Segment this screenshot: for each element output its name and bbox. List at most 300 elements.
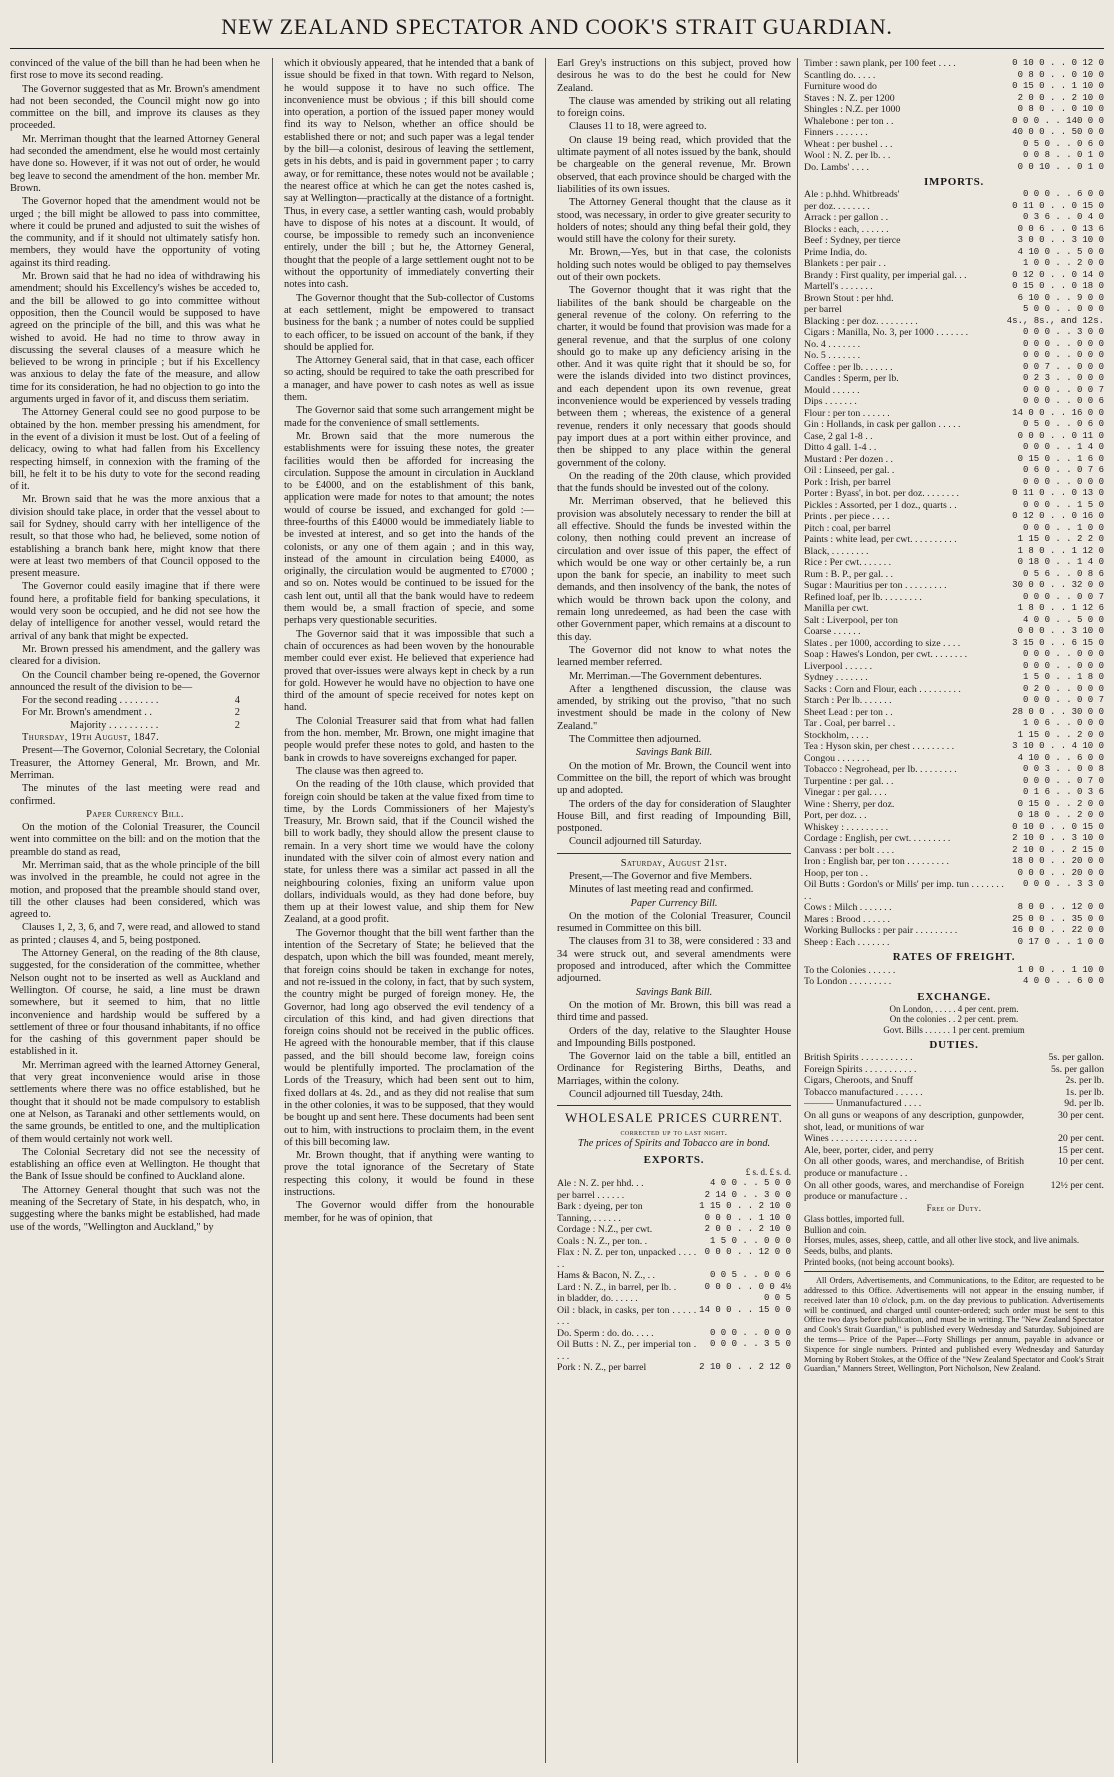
price-row <box>804 626 1104 638</box>
subheading: Savings Bank Bill. <box>635 986 713 998</box>
exchange-rate: On the colonies . . 2 per cent. prem. <box>889 1014 1019 1025</box>
price-row <box>804 879 1104 902</box>
price-row <box>557 1339 791 1362</box>
paragraph: On the motion of the Colonial Treasurer, the Council went into committee on the bill: and on the motion that the preamble do stand as read, <box>10 822 260 858</box>
timber-table <box>804 58 1104 173</box>
price-value: 30 0 0 . . 32 0 0 <box>1012 580 1104 591</box>
commodity-label: Starch : Per lb. . . . . . . <box>804 695 892 707</box>
price-row <box>804 350 1104 362</box>
paragraph: The Attorney General thought that such was not the meaning of the Secretary of State, in his despatch, who, in suggesting where the banks might be established, had made use of the words, "Wellington and Auckland," by <box>10 1184 260 1233</box>
paragraph: The Attorney General thought that the clause as it stood, was necessary, in order to give greater security to holders of notes; should any thing befal their gold, they would still have the colony for their surety. <box>557 197 791 246</box>
commodity-label: Brown Stout : per hhd. <box>804 292 894 304</box>
price-row <box>804 787 1104 799</box>
paragraph: The Governor hoped that the amendment would not be urged ; the bill might be allowed to pass into committee, where it could be pruned and adjusted to suit the wishes of the community, and if it should not ultimately satisfy hon. members, they would have the opportunity of voting against its third reading. <box>10 196 260 269</box>
duty <box>804 1075 1104 1087</box>
price-row <box>804 856 1104 868</box>
price-value: 0 0 0 . . 0 0 7 <box>1022 591 1104 602</box>
price-row <box>804 500 1104 512</box>
price-value: 0 12 0 . . 0 16 0 <box>1012 511 1104 522</box>
price-row <box>557 1201 791 1213</box>
free-item: Printed books, (not being account books). <box>804 1256 955 1267</box>
commodity-label: Sheep : Each . . . . . . . <box>804 936 890 948</box>
price-value: 0 0 3 . . 0 0 8 <box>1022 764 1104 775</box>
ad-valorem-duty-rate: 15 per cent. <box>1058 1144 1104 1156</box>
paragraph: Present—The Governor, Colonial Secretary, the Colonial Treasurer, the Attorney General, Mr. Brown, and Mr. Merriman. <box>10 745 260 781</box>
price-value: 0 0 0 . . 0 0 0 <box>1022 660 1104 671</box>
price-value: 0 0 0 . . 0 7 0 <box>1022 775 1104 786</box>
commodity-label: Gin : Hollands, in cask per gallon . . . . . <box>804 419 961 431</box>
price-row <box>804 569 1104 581</box>
duties-list <box>804 1052 1104 1110</box>
ad-valorem-duty <box>804 1156 1104 1179</box>
ad-valorem-duty <box>804 1145 1104 1157</box>
duty-label: Foreign Spirits . . . . . . . . . . . <box>804 1063 917 1075</box>
duty-label: ——— Unmanufactured . . . . <box>804 1098 922 1110</box>
price-value: 0 0 7 . . 0 0 0 <box>1022 361 1104 372</box>
price-row <box>804 649 1104 661</box>
paragraph: The Governor would differ from the honourable member, for he was of opinion, that <box>284 1200 534 1224</box>
commodity-label: Beef : Sydney, per tierce <box>804 235 901 247</box>
price-row <box>804 902 1104 914</box>
ad-valorem-duty <box>804 1110 1104 1133</box>
price-row <box>804 730 1104 742</box>
exchange-rate: On London, . . . . . 4 per cent. prem. <box>889 1003 1019 1014</box>
duty <box>804 1052 1104 1064</box>
price-value: 0 0 0 . . 0 0 0 <box>1022 350 1104 361</box>
currency-header: £ s. d. £ s. d. <box>745 1166 791 1177</box>
freight-title: RATES OF FREIGHT. <box>892 951 1016 964</box>
price-row <box>804 603 1104 615</box>
commodity-label: Ale : p.hhd. Whitbreads' <box>804 189 900 201</box>
commodity-label: Ale : N. Z. per hhd. . . <box>557 1178 644 1190</box>
price-value: 0 15 0 . . 2 0 0 <box>1017 798 1104 809</box>
price-row <box>557 1305 791 1328</box>
paragraph: The Colonial Secretary did not see the necessity of establishing an office even at Wellington. He thought that the Bank of Issue should be confined to Auckland alone. <box>10 1146 260 1183</box>
paragraph: Mr. Merriman said, that as the whole principle of the bill was involved in the preamble, he could not agree in the motion, and proposed that the preamble should stand over, till the other clauses had been considered, which was agreed to. <box>10 860 260 921</box>
divider <box>557 1105 791 1106</box>
paragraph: Mr. Merriman thought that the learned Attorney General had seconded the amendment, else he would most certainly have done so. However, if it was not out of order, he would beg leave to second the amendment of the hon. member Mr. Brown. <box>10 133 260 194</box>
price-row <box>804 93 1104 105</box>
price-row <box>804 81 1104 93</box>
price-value: 0 0 10 . . 0 1 0 <box>1017 161 1104 172</box>
price-row <box>804 937 1104 949</box>
paragraph: The clause was amended by striking out all relating to foreign coins. <box>557 95 791 120</box>
price-value: 0 0 5 <box>763 1293 791 1304</box>
ad-valorem-duty-label: Ale, beer, porter, cider, and perry <box>804 1144 934 1156</box>
ad-valorem-duty-rate: 20 per cent. <box>1058 1133 1104 1145</box>
column-2 <box>284 58 534 1763</box>
exchange-rate: Govt. Bills . . . . . . 1 per cent. premium <box>883 1025 1025 1036</box>
price-row <box>804 465 1104 477</box>
vote-value: 4 <box>234 695 240 707</box>
price-value: 0 17 0 . . 1 0 0 <box>1017 936 1104 947</box>
price-value: 0 8 0 . . 0 10 0 <box>1017 104 1104 114</box>
commodity-label: Tar . Coal, per barrel . . <box>804 718 896 730</box>
price-value: 4 0 0 . . 5 0 0 <box>709 1178 791 1189</box>
free-list <box>804 1214 1104 1267</box>
price-row <box>804 615 1104 627</box>
commodity-label: Mustard : Per dozen . . <box>804 453 893 465</box>
price-row <box>804 327 1104 339</box>
price-value: 0 0 0 . . 0 0 7 <box>1022 695 1104 706</box>
prices-subtitle: corrected up to last night. <box>620 1126 728 1137</box>
duty-rate: 5s. per gallon. <box>1048 1051 1104 1063</box>
price-row <box>804 224 1104 236</box>
ad-valorem-duty-rate: 10 per cent. <box>1058 1156 1104 1168</box>
price-value: 0 0 0 . . 1 10 0 <box>704 1212 791 1223</box>
duty-rate: 2s. per lb. <box>1065 1075 1104 1087</box>
paragraph: On the motion of the Colonial Treasurer, Council resumed in Committee on this bill. <box>557 910 791 935</box>
price-row <box>804 914 1104 926</box>
commodity-label: Tobacco : Negrohead, per lb. . . . . . . . . <box>804 764 957 776</box>
price-value: 4 10 0 . . 5 0 0 <box>1017 246 1104 257</box>
price-row <box>804 822 1104 834</box>
paragraph: The Attorney General, on the reading of the 8th clause, suggested, for the consideration of the committee, whether Nelson ought not to be inserted as well as Auckland and Wellington. Of course, he said, a line must be drawn somewhere, but it seemed to him, that no little inconvenience and hardship would be suffered by a settlement of three or four thousand inhabitants, if no office for the cashing of this government paper should be established in it. <box>10 948 260 1058</box>
price-value: 0 0 6 . . 0 13 6 <box>1017 223 1104 234</box>
price-row <box>804 247 1104 259</box>
price-value: 0 0 0 . . 0 0 4½ <box>704 1281 791 1292</box>
paragraph: The Committee then adjourned. <box>569 734 702 746</box>
commodity-label: Whalebone : per ton . . <box>804 115 894 127</box>
commodity-label: Candles : Sperm, per lb. <box>804 373 899 385</box>
price-row <box>804 580 1104 592</box>
price-row <box>804 511 1104 523</box>
prices-note: The prices of Spirits and Tobacco are in bond. <box>577 1138 771 1150</box>
price-value: 0 15 0 . . 0 18 0 <box>1012 281 1104 292</box>
price-value: 0 8 0 . . 0 10 0 <box>1017 69 1104 80</box>
duties-bracket-list <box>804 1110 1104 1203</box>
paragraph: Earl Grey's instructions on this subject, proved how desirous he was to do the best he could for New Zealand. <box>557 58 791 94</box>
price-value: 0 0 0 . . 0 0 6 <box>1022 396 1104 407</box>
paragraph: The Governor said that some such arrangement might be made for the convenience of small settlements. <box>284 405 534 429</box>
price-value: 0 3 6 . . 0 4 0 <box>1022 212 1104 223</box>
price-value: 1 5 0 . . 1 8 0 <box>1022 672 1104 683</box>
commodity-label: Case, 2 gal 1-8 . . <box>804 430 873 442</box>
price-row <box>804 162 1104 174</box>
price-value: 0 5 0 . . 0 6 0 <box>1022 419 1104 430</box>
price-row <box>804 523 1104 535</box>
commodity-label: Vinegar : per gal. . . . <box>804 787 887 799</box>
price-value: 0 0 0 . . 1 4 0 <box>1022 442 1104 453</box>
price-row <box>804 753 1104 765</box>
ad-valorem-duty-label: Wines . . . . . . . . . . . . . . . . . . <box>804 1133 917 1145</box>
commodity-label: Do. Lambs' . . . . <box>804 161 869 173</box>
commodity-label: Sacks : Corn and Flour, each . . . . . . . . . <box>804 683 961 695</box>
commodity-label: Brandy : First quality, per imperial gal. . . <box>804 269 967 281</box>
price-row <box>804 799 1104 811</box>
price-row <box>804 139 1104 151</box>
paragraph: Mr. Brown said that he had no idea of withdrawing his amendment; should his Excellency's wishes be acceded to, and the bill be allowed to go into committee without opposition, then the Council would be supposed to have agreed on the principle of the bill, and this was what he wished to avoid. He had no time to throw away in discussing the several clauses of a measure which he believed to be wrong in principle ; but if his Excellency was anxious to delay the fate of the measure, and allow time for its consideration, he had no objection to go into the arguments urged in favor of it, and discuss them seriatim. <box>10 271 260 406</box>
paragraph: Mr. Merriman agreed with the learned Attorney General, that very great inconvenience would arise in those settlements where there was no office established, but he thought that it should not be made compulsory to establish one at Nelson, as Taranaki and other settlements would, on the same grounds, be entitled to one, and the multiplication of them would certainly not work well. <box>10 1059 260 1145</box>
price-value: 0 0 0 . . 0 0 7 <box>1022 384 1104 395</box>
commodity-label: Lard : N. Z., in barrel, per lb. . <box>557 1281 677 1293</box>
price-value: 0 0 8 . . 0 1 0 <box>1022 150 1104 160</box>
publisher-notice: All Orders, Advertisements, and Communications, to the Editor, are requested to be addressed to this Office. Advertisements will not appear in the ensuing number, if received later than 10 o'clock, p.m. on the day previous to publication. Advertisements will be continued, and charged until counter-ordered; such order must be sent to this Office two days before publication, and must be in writing. The "New Zealand Spectator and Cook's Strait Guardian," is published every Wednesday and Saturday. Subjoined are the terms— Price of the Paper—Forty Shillings per annum, payable in advance or Sixpence for single numbers. Printed and published every Wednesday and Saturday Morning by Robert Stokes, at the Office of the "New Zealand Spectator and Cook's Strait Guardian," Manners Street, Wellington, Port Nicholson, New Zealand. <box>804 1276 1104 1374</box>
price-row <box>557 1213 791 1225</box>
commodity-label: Furniture wood do <box>804 81 877 92</box>
price-value: 1 5 0 . . 0 0 0 <box>709 1235 791 1246</box>
price-value: 0 0 0 . . 0 0 0 <box>709 1327 791 1338</box>
price-value: 0 0 0 . . 3 10 0 <box>1017 626 1104 637</box>
commodity-label: Hams & Bacon, N. Z., . . <box>557 1270 655 1282</box>
masthead: NEW ZEALAND SPECTATOR AND COOK'S STRAIT GUARDIAN. <box>10 6 1104 49</box>
price-row <box>804 557 1104 569</box>
commodity-label: Paints : white lead, per cwt. . . . . . . . . . <box>804 534 957 546</box>
price-row <box>804 116 1104 128</box>
paragraph: The Governor said that it was impossible that such a chain of occurences as had been woven by the honourable member could ever exist. He believed that experience had proved that over-issues were always kept in check by a run for gold. However he would have no objection to have one third of the amount of specie received for notes kept on hand. <box>284 628 534 714</box>
prices-title: WHOLESALE PRICES CURRENT. <box>565 1110 783 1126</box>
price-value: 0 0 0 . . 140 0 0 <box>1012 115 1104 126</box>
price-row <box>804 718 1104 730</box>
price-value: 0 0 0 . . 6 0 0 <box>1022 189 1104 200</box>
price-value: 16 0 0 . . 22 0 0 <box>1012 925 1104 936</box>
price-row <box>804 235 1104 247</box>
paragraph: Council adjourned till Tuesday, 24th. <box>569 1089 724 1101</box>
commodity-label: Cordage : English, per cwt. . . . . . . . . <box>804 833 951 845</box>
commodity-label: Cordage : N.Z., per cwt. <box>557 1224 653 1236</box>
paragraph: The orders of the day for consideration of Slaughter House Bill, and first reading of Impounding Bill, postponed. <box>557 798 791 835</box>
vote-label: For the second reading . . . . . . . . <box>22 695 159 707</box>
price-value: 1 0 6 . . 0 0 0 <box>1022 718 1104 729</box>
commodity-label: Tea : Hyson skin, per chest . . . . . . . . . <box>804 741 955 753</box>
commodity-label: Mould . . . . . . <box>804 384 860 396</box>
price-row <box>804 534 1104 546</box>
price-value: 40 0 0 . . 50 0 0 <box>1012 127 1104 137</box>
subheading: Paper Currency Bill. <box>630 897 718 909</box>
price-value: 8 0 0 . . 12 0 0 <box>1017 902 1104 913</box>
paragraph: Present,—The Governor and five Members. <box>569 871 752 882</box>
price-row <box>804 833 1104 845</box>
commodity-label: Pitch : coal, per barrel <box>804 522 891 534</box>
price-row <box>804 58 1104 70</box>
paragraph: Mr. Brown,—Yes, but in that case, the colonists holding such notes would be obliged to pay themselves out of their own pockets. <box>557 247 791 284</box>
commodity-label: Prime India, do. <box>804 246 868 258</box>
paragraph: The Governor suggested that as Mr. Brown's amendment had not been seconded, the Council might now go into committee on the bill, and improve its clauses as they proceeded. <box>10 83 260 132</box>
price-value: 3 15 0 . . 6 15 0 <box>1012 637 1104 648</box>
price-value: 0 2 0 . . 0 0 0 <box>1022 683 1104 694</box>
price-row <box>804 362 1104 374</box>
price-value: 18 0 0 . . 20 0 0 <box>1012 856 1104 867</box>
price-row <box>557 1362 791 1374</box>
price-value: 0 1 6 . . 0 3 6 <box>1022 787 1104 798</box>
divider <box>557 853 791 854</box>
commodity-label: Rum : B. P., per gal. . . <box>804 568 893 580</box>
price-row <box>804 127 1104 139</box>
price-row <box>557 1282 791 1294</box>
commodity-label: Oil : black, in casks, per ton . . . . . . . . <box>557 1304 697 1328</box>
price-value: 0 0 0 . . 0 0 0 <box>1022 476 1104 487</box>
price-row <box>557 1293 791 1305</box>
commodity-label: Arrack : per gallon . . <box>804 212 889 224</box>
ad-valorem-duty <box>804 1180 1104 1203</box>
duty-label: Cigars, Cheroots, and Snuff <box>804 1075 913 1087</box>
price-row <box>804 695 1104 707</box>
paragraph: The Governor laid on the table a bill, entitled an Ordinance for Registering Births, Deaths, and Marriages, within the colony. <box>557 1051 791 1087</box>
price-value: 0 15 0 . . 1 6 0 <box>1017 453 1104 464</box>
commodity-label: Scantling do. . . . . <box>804 69 876 81</box>
price-row <box>804 281 1104 293</box>
commodity-label: To London . . . . . . . . . <box>804 976 892 988</box>
commodity-label: Coals : N. Z., per ton. . <box>557 1235 648 1247</box>
vote-value: 2 <box>234 707 240 719</box>
commodity-label: Oil Butts : N. Z., per imperial ton . . . . <box>557 1339 697 1362</box>
paragraph: On the reading of the 20th clause, which provided that the funds should be invested out of the colony. <box>557 470 791 495</box>
price-row <box>804 189 1104 201</box>
commodity-label: To the Colonies . . . . . . <box>804 964 896 976</box>
commodity-label: Pork : N. Z., per barrel <box>557 1362 647 1374</box>
price-row <box>804 672 1104 684</box>
subheading: Savings Bank Bill. <box>635 747 713 759</box>
price-row <box>804 965 1104 977</box>
paragraph: Mr. Merriman observed, that he believed this provision was absolutely necessary to render the bill at all effective. Should the funds be invested within the colony, then nothing could prevent an increase of circulation and over issue of this paper, the effect of which would be one way or other certainly be, a run upon the bank for specie, an inability to meet such demands, and then insolvency of the bank, the notes of which would be thrown back upon the colony, and remain long unredeemed, as had been the case with other Government paper, which remains at a discount to this day. <box>557 496 791 643</box>
majority-label: Majority . . . . . . . . . . <box>70 719 159 731</box>
price-row <box>804 477 1104 489</box>
commodity-label: Turpentine : per gal. . . <box>804 775 894 787</box>
paragraph: On the motion of Mr. Brown, the Council went into Committee on the bill, the report of which was brought up and adopted. <box>557 760 791 797</box>
price-value: 3 0 0 . . 3 10 0 <box>1017 235 1104 246</box>
imports-title: IMPORTS. <box>923 176 985 188</box>
price-value: 25 0 0 . . 35 0 0 <box>1012 913 1104 924</box>
subheading: Paper Currency Bill. <box>86 808 184 820</box>
price-row <box>804 150 1104 162</box>
price-value: 4 0 0 . . 5 0 0 <box>1022 614 1104 625</box>
duty-rate: 9d. per lb. <box>1064 1098 1104 1110</box>
price-row <box>804 408 1104 420</box>
imports-table <box>804 189 1104 948</box>
price-row <box>557 1270 791 1282</box>
price-value: 0 0 0 . . 20 0 0 <box>1017 867 1104 878</box>
commodity-label: Congou . . . . . . . <box>804 752 870 764</box>
price-row <box>804 868 1104 880</box>
commodity-label: Flour : per ton . . . . . . <box>804 407 890 419</box>
commodity-label: No. 5 . . . . . . . <box>804 350 861 362</box>
free-item: Horses, mules, asses, sheep, cattle, and all other live stock, and live animals. <box>804 1235 1080 1246</box>
price-value: 0 12 0 . . 0 14 0 <box>1012 269 1104 280</box>
majority <box>10 720 260 732</box>
commodity-label: Wine : Sherry, per doz. <box>804 798 895 810</box>
commodity-label: Dips . . . . . . . <box>804 396 857 408</box>
commodity-label: Wool : N. Z. per lb. . . <box>804 150 891 161</box>
column-rule <box>797 58 798 1763</box>
price-value: 1 8 0 . . 1 12 6 <box>1017 603 1104 614</box>
commodity-label: Blocks : each, . . . . . . <box>804 223 889 235</box>
price-value: 1 15 0 . . 2 10 0 <box>699 1201 791 1212</box>
commodity-label: Mares : Brood . . . . . . <box>804 913 890 925</box>
duty-label: British Spirits . . . . . . . . . . . <box>804 1051 913 1063</box>
column-4 <box>804 58 1104 1763</box>
ad-valorem-duty <box>804 1133 1104 1145</box>
price-row <box>804 212 1104 224</box>
column-3 <box>557 58 791 1763</box>
commodity-label: Refined loaf, per lb. . . . . . . . . <box>804 591 922 603</box>
divider <box>804 1271 1104 1272</box>
price-row <box>804 442 1104 454</box>
price-row <box>557 1236 791 1248</box>
commodity-label: Bark : dyeing, per ton <box>557 1201 643 1213</box>
commodity-label: Whiskey : . . . . . . . . . <box>804 821 889 833</box>
duties-title: DUTIES. <box>929 1038 979 1051</box>
meeting-date: Thursday, 19th August, 1847. <box>22 732 160 744</box>
commodity-label: Prints . per piece . . . . <box>804 511 890 523</box>
commodity-label: Canvass : per bolt . . . . <box>804 844 895 856</box>
price-value: 0 10 0 . . 0 15 0 <box>1012 821 1104 832</box>
commodity-label: Flax : N. Z. per ton, unpacked . . . . . . <box>557 1247 697 1270</box>
price-value: 0 0 0 . . 1 0 0 <box>1022 522 1104 533</box>
commodity-label: Coarse . . . . . . <box>804 626 861 638</box>
commodity-label: Stockholm, . . . . <box>804 729 869 741</box>
duty-label: Tobacco manufactured . . . . . . <box>804 1086 923 1098</box>
price-value: 0 0 0 . . 0 0 0 <box>1022 649 1104 660</box>
commodity-label: Finners . . . . . . . <box>804 127 868 138</box>
duty <box>804 1064 1104 1076</box>
paragraph: The Governor thought that the bill went farther than the intention of the Secretary of State; he believed that the despatch, upon which the bill was founded, meant merely, that foreign coins should be taken in exchange for notes, and not re-issued in the colony, in fact, that by such system, the country might be purged of foreign money. He, the Governor, had long ago observed the evil tendency of a circulation of this kind, and had given directions that foreign coins should not be received in the public offices. He agreed with the honourable member, that if this clause passed, and the bill should become law, foreign coins would be plentifully imported. The proclamation of the Lords of the Treasury, which had been sent out to him, fixed dollars at 4s. 2d., and as they did not realise that sum in the other colonies, it was to be supposed, that they would be bought up and sent here. These documents had been sent out to him, with instructions to proclaim them, in the event of this bill becoming law. <box>284 927 534 1148</box>
price-value: 0 2 3 . . 0 0 0 <box>1022 373 1104 384</box>
price-value: 28 0 0 . . 30 0 0 <box>1012 706 1104 717</box>
commodity-label: Do. Sperm : do. do. . . . . <box>557 1327 654 1339</box>
paragraph: Orders of the day, relative to the Slaughter House and Impounding Bills postponed. <box>557 1025 791 1049</box>
price-row <box>804 316 1104 328</box>
price-value: 0 0 0 . . 3 3 0 <box>1022 879 1104 890</box>
commodity-label: Oil : Linseed, per gal. . <box>804 465 895 477</box>
ad-valorem-duty-label: On all other goods, wares, and merchandise of Foreign produce or manufacture . . <box>804 1179 1024 1203</box>
commodity-label: Ditto 4 gall. 1-4 . . <box>804 442 877 454</box>
price-value: 2 10 0 . . 2 15 0 <box>1012 844 1104 855</box>
paragraph: The Attorney General said, that in that case, each officer so acting, should be required to take the oath prescribed for a manager, and have power to cash notes as well as issue them. <box>284 355 534 404</box>
price-row <box>557 1190 791 1202</box>
price-row <box>804 104 1104 116</box>
price-value: 0 0 0 . . 1 5 0 <box>1022 499 1104 510</box>
commodity-label: Sugar : Mauritius per ton . . . . . . . . . <box>804 580 947 592</box>
commodity-label: Martell's . . . . . . . <box>804 281 873 293</box>
price-row <box>804 546 1104 558</box>
exports-title: EXPORTS. <box>643 1153 705 1166</box>
price-value: 2 10 0 . . 2 12 0 <box>699 1362 791 1373</box>
price-value: 1 15 0 . . 2 2 0 <box>1017 534 1104 545</box>
commodity-label: Tanning, . . . . . . <box>557 1212 621 1224</box>
commodity-label: No. 4 . . . . . . . <box>804 338 861 350</box>
price-row <box>804 373 1104 385</box>
price-value: 2 0 0 . . 2 10 0 <box>704 1224 791 1235</box>
paragraph: Mr. Brown said that the more numerous the establishments were for issuing these notes, the greater facilities would then be afforded for increasing the circulation. Suppose the amount in circulation in Auckland to be £4000, and on the establishment of this bank, application were made for notes to that amount; the notes would of course be issued, and exchanged for gold :—three-fourths of this £4000 would be immediately liable to be invested at interest, and so get into the hands of the colonists, or any one of them again ; and in this way, instead of the amount in circulation being £4000, as originally, the circulation would be augmented to £7000 ; and so on. Notes would be continued to be issued for the cash lent out, until all that the bank would have to redeem them would be, a small fraction of specie, and some perhaps very questionable securities. <box>284 430 534 627</box>
price-value: 0 15 0 . . 1 10 0 <box>1012 81 1104 91</box>
price-value: 4 10 0 . . 6 0 0 <box>1017 752 1104 763</box>
price-row <box>804 258 1104 270</box>
exchange-title: EXCHANGE. <box>917 990 991 1003</box>
paragraph: The Colonial Treasurer said that from what had fallen from the hon. member, Mr. Brown, one might imagine that people would prefer these notes to gold, and hasten to the bank in crowds to have sovereigns exchanged for paper. <box>284 715 534 764</box>
free-item: Seeds, bulbs, and plants. <box>804 1246 893 1257</box>
paragraph: Mr. Brown thought, that if anything were wanting to prove the total ignorance of the Secretary of State respecting this colony, it would be found in these instructions. <box>284 1150 534 1199</box>
commodity-label: Shingles : N.Z. per 1000 <box>804 104 901 115</box>
price-value: 2 14 0 . . 3 0 0 <box>704 1189 791 1200</box>
price-value: 0 18 0 . . 2 0 0 <box>1017 810 1104 821</box>
paragraph: Minutes of last meeting read and confirmed. <box>569 884 754 896</box>
price-row <box>804 684 1104 696</box>
price-value: 6 10 0 . . 9 0 0 <box>1017 292 1104 303</box>
price-value: 14 0 0 . . 15 0 0 <box>699 1304 791 1315</box>
price-row <box>804 845 1104 857</box>
price-value: 5 0 0 . . 0 0 0 <box>1022 304 1104 315</box>
price-row <box>804 201 1104 213</box>
price-value: 0 6 0 . . 0 7 6 <box>1022 465 1104 476</box>
column-rule <box>545 58 546 1763</box>
paragraph: Mr. Brown pressed his amendment, and the gallery was cleared for a division. <box>10 643 260 668</box>
price-row <box>804 810 1104 822</box>
commodity-label: Working Bullocks : per pair . . . . . . . . . <box>804 925 958 937</box>
commodity-label: Salt : Liverpool, per ton <box>804 614 898 626</box>
price-row <box>804 741 1104 753</box>
price-row <box>804 661 1104 673</box>
price-value: 0 10 0 . . 0 12 0 <box>1012 58 1104 68</box>
